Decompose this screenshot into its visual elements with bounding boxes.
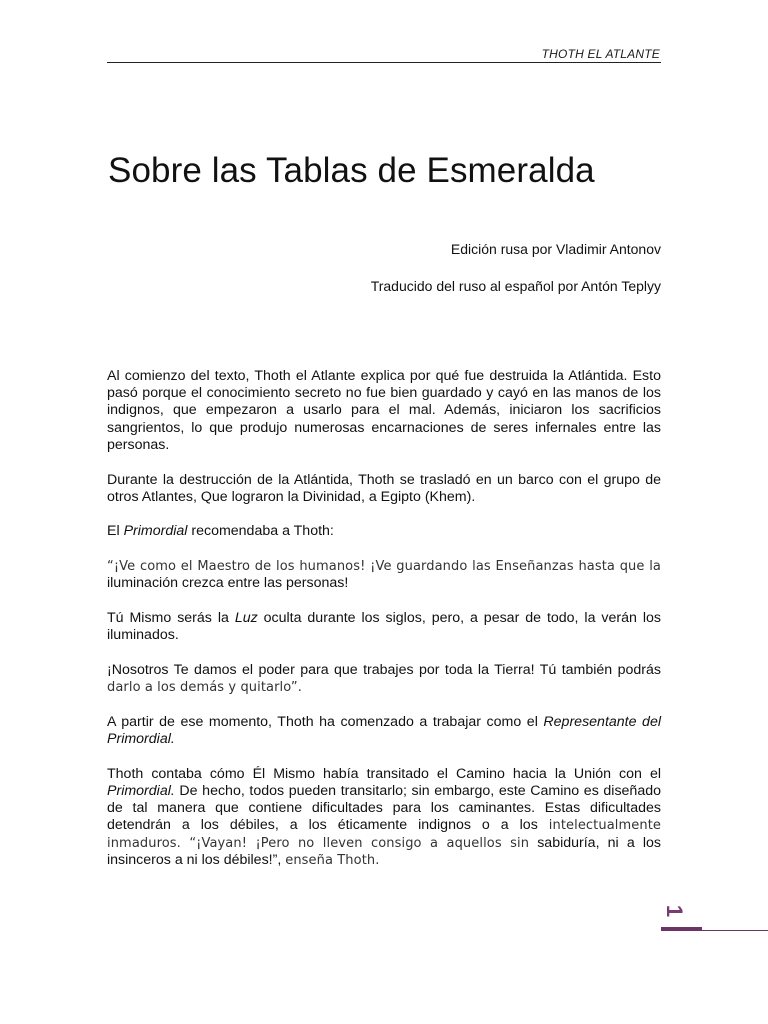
paragraph-quote-3 [107,662,661,696]
paragraph-representative [107,714,661,748]
paragraph-primordial-advice [107,523,661,540]
quote-run: enseña Thoth. [285,852,380,868]
text-run: Thoth contaba cómo Él Mismo había transitado el Camino hacia la Unión con el [107,765,661,782]
text-run: recomendaba a Thoth: [187,523,334,540]
text-run: sabiduría, ni a los insinceros a ni los débiles!”, [107,834,661,868]
document-title: Sobre las Tablas de Esmeralda [108,151,595,191]
text-run: El [107,523,124,540]
body-text [107,368,661,886]
italic-term: Primordial [123,523,188,540]
text-run: ¡Nosotros Te damos el poder para que trabajes por toda la Tierra! Tú también podrás [107,661,661,678]
footer-accent-bar [661,927,702,931]
quote-run: intelectualmente inmaduros. “¡Vayan! ¡Pero no lleven consigo a aquellos sin [107,818,661,851]
paragraph-intro: Al comienzo del texto, Thoth el Atlante explica por qué fue destruida la Atlántida. Esto pasó porque el conocimiento secreto no fue bien guardado y cayó en las manos de los indignos, que empezaron a usarlo para el mal. Además, iniciaron los sacrificios sangrientos, lo que produjo numerosas encarnaciones de seres infernales entre las personas. [107,368,661,453]
paragraph-quote-2 [107,610,661,644]
paragraph-path [107,766,661,869]
running-title: THOTH EL ATLANTE [541,47,660,61]
text-run: oculta durante los siglos, pero, a pesar de todo, la verán los iluminados. [107,610,661,644]
text-run: Tú Mismo serás la [107,610,235,627]
quote-run: “¡Ve como el Maestro de los humanos! ¡Ve guardando las Enseñanzas hasta que la [107,559,661,575]
translation-credit: Traducido del ruso al español por Antón Teplyy [370,278,661,294]
edition-credit: Edición rusa por Vladimir Antonov [450,241,661,257]
page-number: 1 [662,904,688,918]
italic-term: Representante del Primordial. [107,713,661,748]
paragraph-quote-1 [107,558,661,592]
paragraph-destruction: Durante la destrucción de la Atlántida, Thoth se trasladó en un barco con el grupo de otros Atlantes, Que lograron la Divinidad, a Egipto (Khem). [107,471,661,505]
text-run: iluminación crezca entre las personas! [107,575,349,592]
italic-term: Luz [234,610,258,627]
text-run: De hecho, todos pueden transitarlo; sin embargo, este Camino es diseñado de tal manera que contiene dificultades para los caminantes. Estas dificultades detendrán a los débiles, a los éticamente indignos o a los [107,782,661,834]
italic-term: Primordial. [107,782,175,799]
header-rule [107,62,661,63]
quote-run: darlo a los demás y quitarlo”. [107,680,302,696]
text-run: A partir de ese momento, Thoth ha comenzado a trabajar como el [107,713,544,730]
